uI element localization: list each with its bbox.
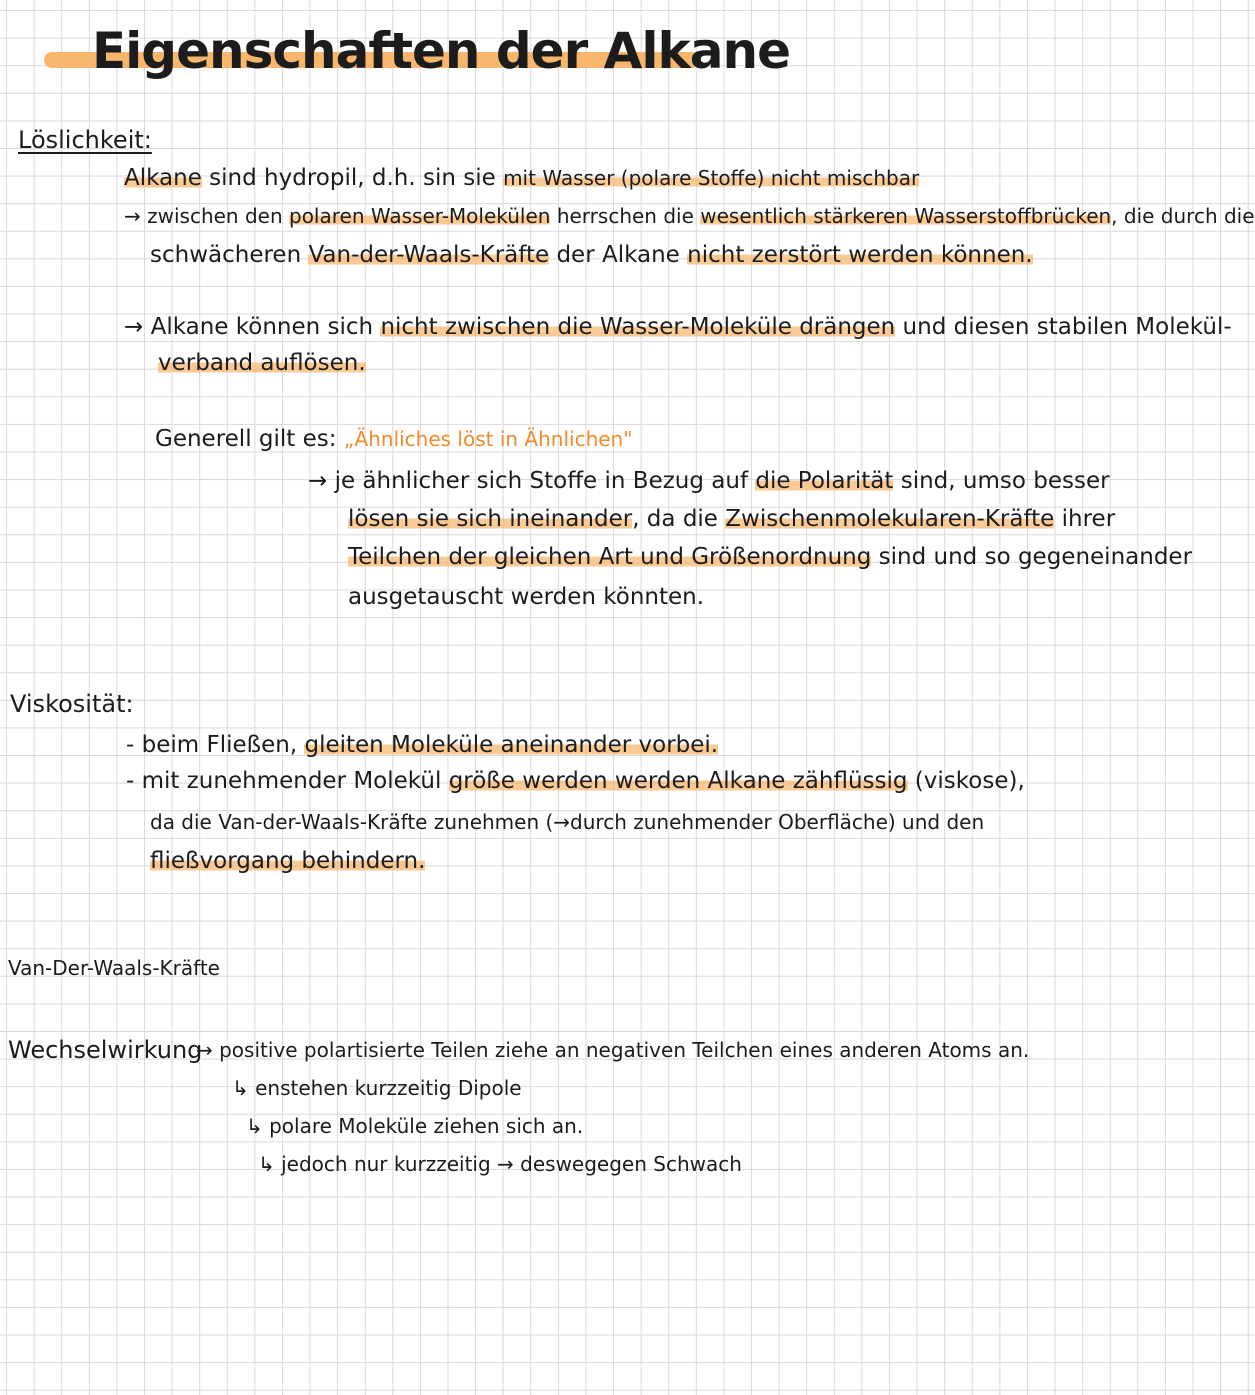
viskositat-line-2-text-a: - mit zunehmender Molekül: [126, 768, 449, 794]
loslichkeit-line-2-highlight-d: wesentlich stärkeren Wasserstoffbrücken: [700, 204, 1112, 228]
wechselwirkung-line-4: ↳ jedoch nur kurzzeitig → deswegegen Schwach: [258, 1152, 742, 1176]
loslichkeit-line-1-text-b: sind hydropil, d.h. sin sie: [201, 165, 504, 191]
rule-line-2-text-d: ihrer: [1054, 506, 1116, 532]
rule-line-2-highlight-a: lösen sie sich ineinander: [348, 506, 633, 532]
loslichkeit-line-2-text-e: , die durch die: [1111, 204, 1255, 228]
viskositat-line-2: [126, 770, 1025, 793]
rule-quote: „Ähnliches löst in Ähnlichen": [343, 427, 633, 451]
viskositat-line-3: da die Van-der-Waals-Kräfte zunehmen (→durch zunehmender Oberfläche) und den: [150, 810, 985, 834]
viskositat-line-1: [126, 734, 718, 757]
rule-prefix: Generell gilt es:: [155, 426, 344, 452]
section-heading-loslichkeit: Löslichkeit:: [18, 126, 152, 154]
loslichkeit-line-1-highlight-a: Alkane: [124, 165, 202, 191]
loslichkeit-line-5-highlight: verband auflösen.: [158, 350, 366, 376]
viskositat-line-4-highlight: fließvorgang behindern.: [150, 848, 426, 874]
rule-explanation-line-4: ausgetauscht werden könnten.: [348, 584, 705, 610]
viskositat-line-1-highlight-b: gleiten Moleküle aneinander vorbei.: [304, 732, 719, 758]
section-heading-wechselwirkung: Wechselwirkung: [8, 1036, 203, 1064]
loslichkeit-line-1: [124, 167, 919, 190]
loslichkeit-line-4-text-a: → Alkane können sich: [124, 314, 381, 340]
wechselwirkung-line-1: → positive polartisierte Teilen ziehe an negativen Teilchen eines anderen Atoms an.: [196, 1038, 1030, 1062]
rule-line-3-highlight-a: Teilchen der gleichen Art und Größenordnung: [348, 544, 872, 570]
loslichkeit-line-4-text-c: und diesen stabilen Molekül-: [895, 314, 1232, 340]
loslichkeit-line-2-text-c: herrschen die: [550, 204, 701, 228]
rule-explanation-line-1: [308, 470, 1110, 493]
loslichkeit-line-3-highlight-b: Van-der-Waals-Kräfte: [308, 242, 550, 268]
rule-line-2-text-b: , da die: [632, 506, 726, 532]
rule-line-3-text-b: sind und so gegeneinander: [871, 544, 1193, 570]
page-title: Eigenschaften der Alkane: [92, 22, 790, 80]
rule-line-1-text-a: → je ähnlicher sich Stoffe in Bezug auf: [308, 468, 756, 494]
rule-line-2-highlight-c: Zwischenmolekularen-Kräfte: [725, 506, 1055, 532]
viskositat-line-2-text-c: (viskose),: [907, 768, 1025, 794]
loslichkeit-line-4: [124, 316, 1232, 339]
loslichkeit-line-2-text-a: → zwischen den: [124, 204, 289, 228]
viskositat-line-2-highlight-b: größe werden werden Alkane zähflüssig: [448, 768, 908, 794]
loslichkeit-line-2: [124, 206, 1255, 226]
section-heading-viskositat: Viskosität:: [10, 690, 134, 718]
wechselwirkung-line-2: ↳ enstehen kurzzeitig Dipole: [232, 1076, 522, 1100]
loslichkeit-line-2-highlight-b: polaren Wasser-Molekülen: [289, 204, 551, 228]
loslichkeit-line-3-text-a: schwächeren: [150, 242, 309, 268]
section-heading-van-der-waals: Van-Der-Waals-Kräfte: [8, 956, 220, 980]
loslichkeit-line-3: [150, 244, 1033, 267]
viskositat-line-1-text-a: - beim Fließen,: [126, 732, 305, 758]
wechselwirkung-line-3: ↳ polare Moleküle ziehen sich an.: [246, 1114, 584, 1138]
loslichkeit-line-3-text-c: der Alkane: [549, 242, 688, 268]
rule-line: [155, 428, 632, 451]
viskositat-line-4: [150, 850, 425, 873]
rule-line-1-highlight-b: die Polarität: [755, 468, 894, 494]
loslichkeit-line-4-highlight-b: nicht zwischen die Wasser-Moleküle drängen: [380, 314, 896, 340]
loslichkeit-line-1-highlight-c: mit Wasser (polare Stoffe) nicht mischbar: [503, 166, 920, 190]
rule-line-1-text-c: sind, umso besser: [893, 468, 1110, 494]
loslichkeit-line-5: [158, 352, 366, 375]
rule-explanation-line-2: [348, 508, 1115, 531]
rule-explanation-line-3: [348, 546, 1192, 569]
loslichkeit-line-3-highlight-d: nicht zerstört werden können.: [687, 242, 1033, 268]
